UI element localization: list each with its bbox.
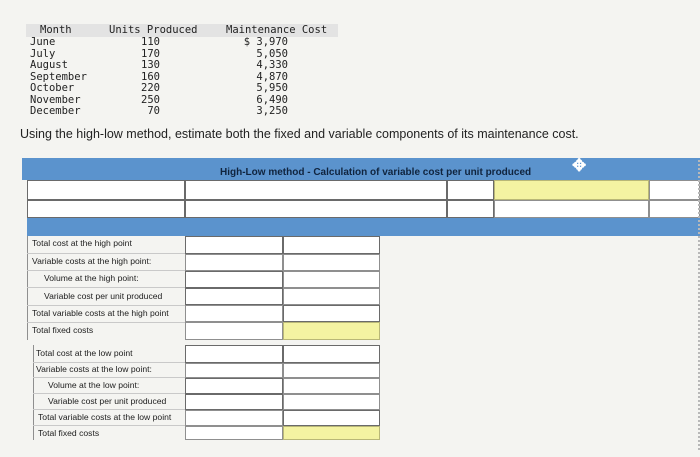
divider bbox=[33, 377, 185, 378]
cell-vc-per-unit-low-b bbox=[283, 394, 380, 410]
label-volume-high: Volume at the high point: bbox=[44, 273, 139, 283]
input-total-vc-high[interactable] bbox=[283, 305, 380, 322]
col-header-cost: Maintenance Cost bbox=[226, 24, 328, 36]
row-cost: 5,050 bbox=[256, 47, 288, 60]
label-total-cost-high: Total cost at the high point bbox=[32, 238, 132, 248]
table-row bbox=[0, 37, 340, 49]
input-vc-per-unit-low[interactable] bbox=[185, 394, 283, 410]
label-variable-costs-high: Variable costs at the high point: bbox=[32, 256, 152, 266]
cell-volume-high-b bbox=[283, 271, 380, 288]
top-mid-input-2[interactable] bbox=[185, 200, 447, 218]
answer-cell-variable-cost[interactable] bbox=[494, 180, 649, 200]
label-variable-costs-low: Variable costs at the low point: bbox=[36, 364, 152, 374]
question-text: Using the high-low method, estimate both the fixed and variable components of its maintenance cost. bbox=[20, 127, 579, 141]
row-month: October bbox=[30, 82, 75, 94]
input-total-cost-low[interactable] bbox=[185, 345, 283, 363]
label-total-vc-low: Total variable costs at the low point bbox=[38, 412, 172, 422]
label-volume-low: Volume at the low point: bbox=[48, 380, 140, 390]
label-fixed-costs-high: Total fixed costs bbox=[32, 325, 94, 335]
answer-total-cost-high[interactable] bbox=[283, 236, 380, 254]
row-cost: 5,950 bbox=[256, 82, 288, 94]
cell-total-vc-high-a bbox=[185, 305, 283, 322]
top-small-input-1[interactable] bbox=[447, 180, 494, 200]
cell-volume-low-b bbox=[283, 378, 380, 394]
label-total-vc-high: Total variable costs at the high point bbox=[32, 308, 169, 318]
section-divider-bar bbox=[27, 218, 700, 236]
input-vc-per-unit-high[interactable] bbox=[185, 288, 283, 305]
table-row bbox=[0, 83, 340, 95]
top-trailing-cell-1 bbox=[649, 180, 700, 200]
row-month: September bbox=[30, 70, 87, 83]
divider bbox=[33, 393, 185, 394]
row-units: 130 bbox=[141, 59, 160, 71]
cell-variable-costs-low-a bbox=[185, 363, 283, 378]
cell-total-vc-low-a bbox=[185, 410, 283, 426]
row-units: 170 bbox=[141, 47, 160, 60]
divider bbox=[27, 270, 185, 271]
row-month: July bbox=[30, 47, 56, 60]
top-trailing-cell-3 bbox=[649, 200, 700, 218]
row-units: 250 bbox=[141, 93, 160, 106]
row-cost: 6,490 bbox=[256, 93, 288, 106]
divider bbox=[27, 322, 185, 323]
row-month: December bbox=[30, 105, 81, 117]
divider bbox=[33, 362, 185, 363]
answer-total-cost-low[interactable] bbox=[283, 345, 380, 363]
row-cost: $ 3,970 bbox=[243, 36, 288, 48]
right-scroll-edge bbox=[696, 160, 700, 450]
cell-fixed-costs-low-a bbox=[185, 426, 283, 440]
top-trailing-cell-2 bbox=[494, 200, 649, 218]
row-cost: 3,250 bbox=[256, 105, 288, 117]
label-vc-per-unit-high: Variable cost per unit produced bbox=[44, 291, 163, 301]
table-row bbox=[0, 60, 340, 72]
top-mid-input-1[interactable] bbox=[185, 180, 447, 200]
row-month: November bbox=[30, 93, 81, 106]
col-header-month: Month bbox=[40, 24, 72, 36]
label-vc-per-unit-low: Variable cost per unit produced bbox=[48, 396, 167, 406]
row-units: 160 bbox=[141, 70, 160, 83]
cell-variable-costs-low-b bbox=[283, 363, 380, 378]
row-units: 110 bbox=[141, 36, 160, 48]
row-cost: 4,870 bbox=[256, 70, 288, 83]
input-volume-high[interactable] bbox=[185, 271, 283, 288]
label-fixed-costs-low: Total fixed costs bbox=[38, 428, 100, 438]
divider bbox=[33, 425, 185, 426]
move-cursor-icon: ✥ bbox=[572, 156, 587, 175]
data-table-body bbox=[0, 37, 340, 118]
divider bbox=[27, 287, 185, 288]
table-row bbox=[0, 106, 340, 118]
row-units: 70 bbox=[147, 105, 160, 117]
top-small-input-2[interactable] bbox=[447, 200, 494, 218]
divider bbox=[27, 253, 185, 254]
input-total-cost-high[interactable] bbox=[185, 236, 283, 254]
input-volume-low[interactable] bbox=[185, 378, 283, 394]
answer-fixed-costs-low[interactable] bbox=[283, 426, 380, 440]
divider bbox=[33, 409, 185, 410]
cell-variable-costs-high-a bbox=[185, 254, 283, 271]
row-units: 220 bbox=[141, 82, 160, 94]
label-total-cost-low: Total cost at the low point bbox=[36, 348, 133, 358]
row-cost: 4,330 bbox=[256, 59, 288, 71]
top-label-input-1[interactable] bbox=[27, 180, 185, 200]
row-month: June bbox=[30, 36, 56, 48]
top-label-input-2[interactable] bbox=[27, 200, 185, 218]
answer-fixed-costs-high[interactable] bbox=[283, 322, 380, 340]
cell-fixed-costs-high-a bbox=[185, 322, 283, 340]
row-month: August bbox=[30, 59, 68, 71]
divider bbox=[27, 305, 185, 306]
worksheet-title: High-Low method - Calculation of variable cost per unit produced bbox=[220, 167, 532, 178]
cell-variable-costs-high-b bbox=[283, 254, 380, 271]
cell-vc-per-unit-high-b bbox=[283, 288, 380, 305]
high-section-border bbox=[27, 236, 28, 340]
col-header-units: Units Produced bbox=[109, 24, 198, 36]
input-total-vc-low[interactable] bbox=[283, 410, 380, 426]
